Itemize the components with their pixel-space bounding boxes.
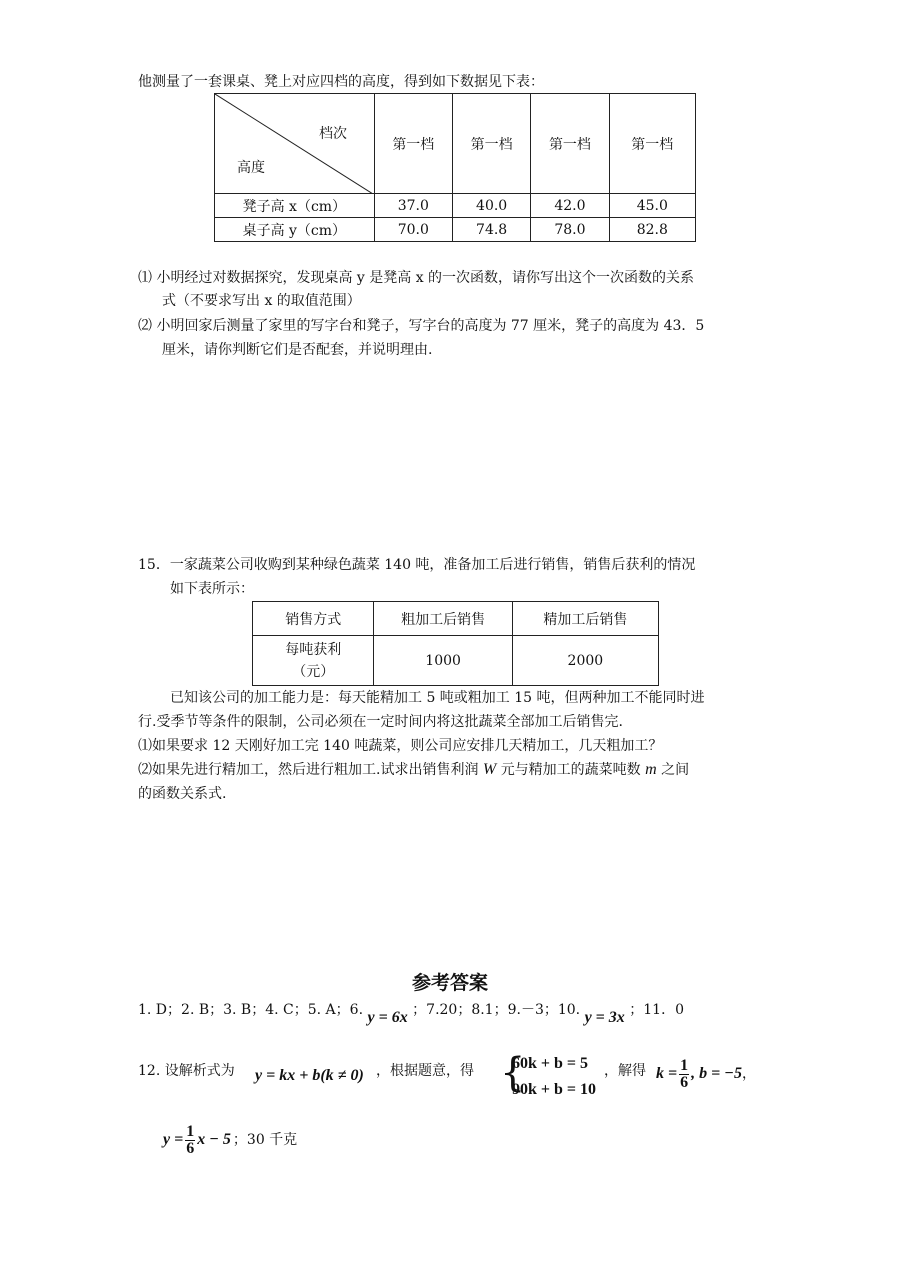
q15-sub2-text-a: ⑵如果先进行精加工，然后进行粗加工.试求出销售利润 [138,762,479,778]
k-denominator: 6 [680,1073,689,1091]
row-label [253,636,374,686]
header-cell: 精加工后销售 [512,602,658,636]
variable-w: W [482,761,497,778]
header-cell: 第一档 [452,94,530,194]
answer-10-formula: y = 3x [584,1009,625,1026]
q15-sub2-line2: 的函数关系式. [138,786,227,802]
cell: 40.0 [452,194,530,218]
q15-para-line2: 行.受季节等条件的限制，公司必须在一定时间内将这批蔬菜全部加工后销售完. [138,714,623,730]
tail-comma: ， [741,1066,756,1082]
q14-part2-line1: ⑵ 小明回家后测量了家里的写字台和凳子，写字台的高度为 77 厘米，凳子的高度为 43．5 [138,318,705,334]
cell: 1000 [374,636,512,686]
diagonal-line [215,94,373,194]
k-numerator: 1 [680,1056,689,1074]
q15-sub2-text-c: 之间 [661,762,690,778]
header-cell: 第一档 [531,94,609,194]
table-row [215,194,696,218]
row-label-line2: （元） [292,663,335,680]
q14-part1-line1: ⑴ 小明经过对数据探究，发现桌高 y 是凳高 x 的一次函数，请你写出这个一次函数的关系 [138,270,695,286]
q14-part1-line2: 式（不要求写出 x 的取值范围） [162,293,361,309]
q14-part2-line2: 厘米，请你判断它们是否配套，并说明理由. [162,342,433,358]
system-eq-1: 60k + b = 5 [512,1055,589,1072]
y-tail: ；30 千克 [232,1132,298,1148]
row-label: 凳子高 x（cm） [215,194,375,218]
answers-line1 [138,1000,684,1030]
answers-text-c: ；11．0 [629,1002,684,1018]
q15-sub1: ⑴如果要求 12 天刚好加工完 140 吨蔬菜，则公司应安排几天精加工，几天粗加工？ [138,738,663,754]
variable-m: m [645,761,657,778]
final-function [163,1120,297,1160]
answer-6-formula: y = 6x [367,1009,408,1026]
y-label: y = [163,1131,184,1148]
q15-sub2-text-b: 元与精加工的蔬菜吨数 [500,762,641,778]
header-cell: 粗加工后销售 [374,602,512,636]
q15-line1: 15．一家蔬菜公司收购到某种绿色蔬菜 140 吨，准备加工后进行销售，销售后获利的情况 [138,557,696,573]
corner-bottom-label: 高度 [237,160,265,176]
cell: 42.0 [531,194,609,218]
q12-equation: y = kx + b(k ≠ 0) [255,1067,364,1084]
answers-text-b: ；7.20；8.1；9.－3；10. [412,1002,581,1018]
answers-text-a: 1. D；2. B；3. B；4. C；5. A；6. [138,1002,364,1018]
row-label: 桌子高 y（cm） [215,218,375,242]
corner-top-label: 档次 [319,126,347,142]
y-fraction [185,1124,195,1157]
table-row [215,218,696,242]
q12-text-b: ，根据题意，得 [376,1063,474,1079]
k-label: k = [656,1065,678,1082]
cell: 2000 [512,636,658,686]
height-table [214,93,696,242]
profit-table [252,601,659,686]
q15-sub2-line1 [138,760,689,780]
b-value: , b = −5 [691,1065,742,1082]
table-row [253,636,659,686]
cell: 37.0 [374,194,452,218]
q12-text-c: ，解得 [604,1063,646,1079]
cell: 74.8 [452,218,530,242]
system-brace: { [500,1050,526,1096]
y-numerator: 1 [186,1122,195,1140]
header-cell: 第一档 [609,94,695,194]
row-label-line1: 每吨获利 [285,641,342,658]
system-eq-2: 90k + b = 10 [512,1081,597,1098]
header-cell: 销售方式 [253,602,374,636]
cell: 82.8 [609,218,695,242]
cell: 70.0 [374,218,452,242]
q15-line2: 如下表所示： [170,581,254,597]
q12-text-a: 12. 设解析式为 [138,1063,235,1079]
cell: 45.0 [609,194,695,218]
q15-para-line1: 已知该公司的加工能力是：每天能精加工 5 吨或粗加工 15 吨，但两种加工不能同时进 [170,690,705,706]
y-denominator: 6 [186,1139,195,1157]
k-fraction [679,1058,689,1091]
diagonal-header-cell [215,94,375,194]
header-cell: 第一档 [374,94,452,194]
y-rest: x − 5 [197,1131,231,1148]
cell: 78.0 [531,218,609,242]
answers-title: 参考答案 [412,972,489,994]
k-solution [656,1054,756,1094]
intro-line: 他测量了一套课桌、凳上对应四档的高度，得到如下数据见下表： [138,74,544,90]
